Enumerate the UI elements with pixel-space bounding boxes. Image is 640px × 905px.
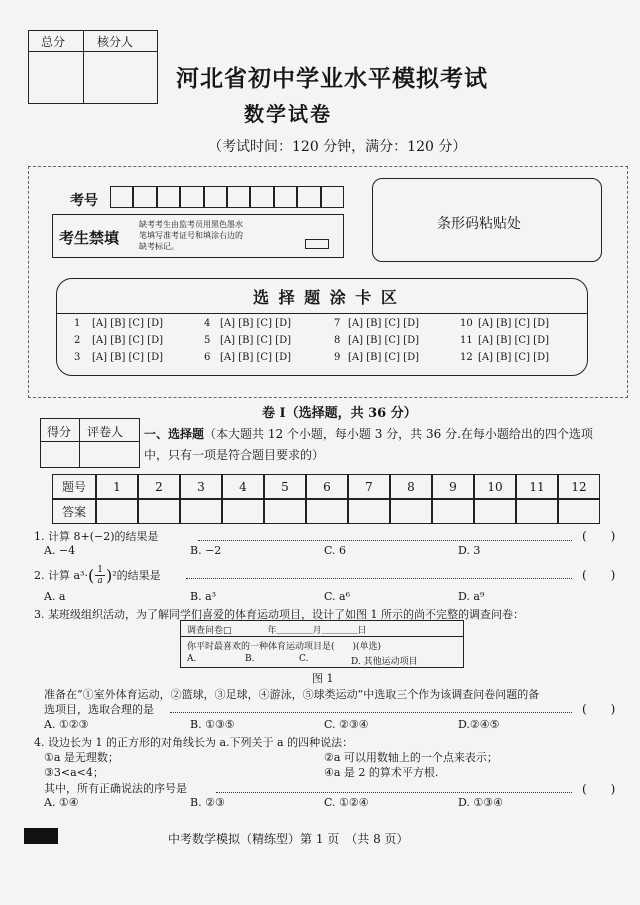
grid-number: 12 [558, 474, 600, 499]
footer-black-mark [24, 828, 58, 844]
card-opts[interactable]: [A] [B] [C] [D] [478, 352, 549, 363]
q2-option[interactable]: A. a [44, 590, 66, 603]
footer-text: 中考数学模拟（精练型）第 1 页 （共 8 页） [168, 832, 409, 846]
card-no: 5 [204, 335, 211, 346]
card-no: 9 [334, 352, 341, 363]
q3-survey-option: B. [245, 654, 255, 664]
q1-paren: ( ) [582, 529, 616, 543]
q2-frac-num: 1 [97, 564, 103, 575]
card-no: 12 [460, 352, 473, 363]
leader-dots [216, 792, 572, 793]
card-opts[interactable]: [A] [B] [C] [D] [348, 352, 419, 363]
q3-option[interactable]: A. ①②③ [44, 718, 89, 731]
grid-number: 1 [96, 474, 138, 499]
answer-grid [52, 474, 600, 524]
card-no: 7 [334, 318, 341, 329]
grid-number: 6 [306, 474, 348, 499]
q3-survey-line: 调查问卷□ 年＿＿＿＿月＿＿＿＿日 [187, 626, 367, 636]
q1-option[interactable]: B. −2 [190, 544, 222, 557]
q4-line: 其中，所有正确说法的序号是 [44, 782, 187, 795]
q4-paren: ( ) [582, 782, 616, 796]
q4-stem: 4. 设边长为 1 的正方形的对角线长为 a.下列关于 a 的四种说法： [34, 736, 354, 749]
total-score-label: 总分 [41, 35, 66, 49]
q1-option[interactable]: D. 3 [458, 544, 481, 557]
section-instr-line: （本大题共 12 个小题，每小题 3 分，共 36 分.在每小题给出的四个选项 [204, 427, 593, 441]
card-opts[interactable]: [A] [B] [C] [D] [220, 352, 291, 363]
grid-answer-cell[interactable] [474, 499, 516, 524]
q1-option[interactable]: C. 6 [324, 544, 347, 557]
q2-paren: ( ) [582, 568, 616, 582]
q4-option[interactable]: D. ①③④ [458, 796, 504, 809]
grid-label: 答案 [52, 499, 96, 524]
section-instr-line: 中，只有一项是符合题目要求的） [144, 448, 325, 462]
grid-answer-cell[interactable] [96, 499, 138, 524]
grid-answer-cell[interactable] [222, 499, 264, 524]
q3-survey-option: A. [187, 654, 197, 664]
grid-answer-cell[interactable] [138, 499, 180, 524]
grid-answer-cell[interactable] [516, 499, 558, 524]
q3-survey-line: 你平时最喜欢的一种体育运动项目是( )(单选) [187, 642, 382, 652]
ban-label: 考生禁填 [59, 229, 120, 247]
q3-survey-option: C. [299, 654, 309, 664]
exam-title: 河北省初中学业水平模拟考试 [176, 65, 488, 92]
grid-number: 7 [348, 474, 390, 499]
grid-answer-cell[interactable] [180, 499, 222, 524]
grid-number: 11 [516, 474, 558, 499]
card-opts[interactable]: [A] [B] [C] [D] [220, 335, 291, 346]
q2-frac-den: a [97, 575, 103, 586]
q3-survey-option: D. 其他运动项目 [351, 657, 418, 667]
card-no: 1 [74, 318, 81, 329]
grid-number: 3 [180, 474, 222, 499]
q3-line: 准备在“①室外体育运动，②篮球，③足球，④游泳，⑤球类运动”中选取三个作为该调查问卷问题的备 [44, 688, 540, 701]
q2-option[interactable]: C. a⁶ [324, 590, 350, 603]
q4-statement: ④a 是 2 的算术平方根. [324, 766, 439, 779]
grid-answer-cell[interactable] [306, 499, 348, 524]
q2-option[interactable]: B. a³ [190, 590, 217, 603]
q2-stem-b: ²的结果是 [112, 569, 161, 582]
q4-statement: ①a 是无理数； [44, 751, 119, 764]
q3-option[interactable]: D.②④⑤ [458, 718, 500, 731]
grid-number: 8 [390, 474, 432, 499]
leader-dots [186, 578, 572, 579]
barcode-label: 条形码粘贴处 [437, 216, 521, 232]
section-score-table [40, 418, 140, 468]
grid-answer-cell[interactable] [432, 499, 474, 524]
leader-dots [198, 540, 572, 541]
q1-option[interactable]: A. −4 [44, 544, 76, 557]
section-grader-label: 评卷人 [87, 425, 124, 439]
grid-answer-cell[interactable] [558, 499, 600, 524]
grid-answer-cell[interactable] [348, 499, 390, 524]
score-box [28, 30, 158, 104]
leader-dots [170, 712, 572, 713]
card-no: 11 [460, 335, 473, 346]
card-opts[interactable]: [A] [B] [C] [D] [348, 318, 419, 329]
q3-stem: 3. 某班级组织活动，为了解同学们喜爱的体育运动项目，设计了如图 1 所示的尚不完整的调查问卷： [34, 608, 524, 621]
grid-label: 题号 [52, 474, 96, 499]
q4-option[interactable]: C. ①②④ [324, 796, 369, 809]
q3-survey-box [180, 620, 464, 668]
card-opts[interactable]: [A] [B] [C] [D] [478, 318, 549, 329]
q4-statement: ②a 可以用数轴上的一个点来表示； [324, 751, 498, 764]
card-opts[interactable]: [A] [B] [C] [D] [92, 352, 163, 363]
exam-no-label: 考号 [70, 193, 98, 209]
barcode-box [372, 178, 602, 262]
card-no: 2 [74, 335, 81, 346]
checker-label: 核分人 [97, 35, 134, 49]
card-opts[interactable]: [A] [B] [C] [D] [478, 335, 549, 346]
grid-number: 4 [222, 474, 264, 499]
section-title: 卷 I（选择题，共 36 分） [262, 406, 417, 421]
q4-option[interactable]: B. ②③ [190, 796, 225, 809]
absent-mark-box[interactable] [305, 239, 329, 249]
grid-number: 2 [138, 474, 180, 499]
card-opts[interactable]: [A] [B] [C] [D] [92, 335, 163, 346]
card-no: 10 [460, 318, 473, 329]
q2-stem: 2. 计算 a³· ( $\frac{1}{a}$ ) ²的结果是 [34, 564, 161, 586]
absent-note-line: 缺考标记。 [139, 242, 179, 251]
card-opts[interactable]: [A] [B] [C] [D] [348, 335, 419, 346]
q2-stem-a: 2. 计算 a³· [34, 569, 88, 582]
grid-number: 10 [474, 474, 516, 499]
ban-box [52, 214, 344, 258]
answer-card-title: 选 择 题 涂 卡 区 [253, 288, 399, 307]
absent-note-line: 笔填写准考证号和填涂右边的 [139, 231, 243, 240]
exam-time-note: （考试时间：120 分钟，满分：120 分） [208, 139, 467, 155]
card-opts[interactable]: [A] [B] [C] [D] [220, 318, 291, 329]
q3-option[interactable]: B. ①③⑤ [190, 718, 235, 731]
grid-answer-cell[interactable] [390, 499, 432, 524]
q3-option[interactable]: C. ②③④ [324, 718, 369, 731]
q3-figure-caption: 图 1 [312, 672, 334, 685]
card-opts[interactable]: [A] [B] [C] [D] [92, 318, 163, 329]
section-instructions [144, 424, 593, 466]
q4-statement: ③3<a<4； [44, 766, 104, 779]
absent-note-line: 缺考考生由监考员用黑色墨水 [139, 220, 243, 229]
q1-stem: 1. 计算 8+(−2)的结果是 [34, 530, 159, 543]
exam-no-boxes[interactable] [110, 186, 344, 208]
q3-line: 选项目，选取合理的是 [44, 703, 154, 716]
section-score-label: 得分 [47, 425, 72, 439]
card-no: 4 [204, 318, 211, 329]
grid-number: 5 [264, 474, 306, 499]
section-instr-head: 一、选择题 [144, 427, 205, 441]
grid-answer-cell[interactable] [264, 499, 306, 524]
card-no: 8 [334, 335, 341, 346]
exam-subtitle: 数学试卷 [244, 102, 332, 126]
grid-number: 9 [432, 474, 474, 499]
card-no: 3 [74, 352, 81, 363]
q2-option[interactable]: D. a⁹ [458, 590, 485, 603]
card-no: 6 [204, 352, 211, 363]
q4-option[interactable]: A. ①④ [44, 796, 79, 809]
q3-paren: ( ) [582, 702, 616, 716]
